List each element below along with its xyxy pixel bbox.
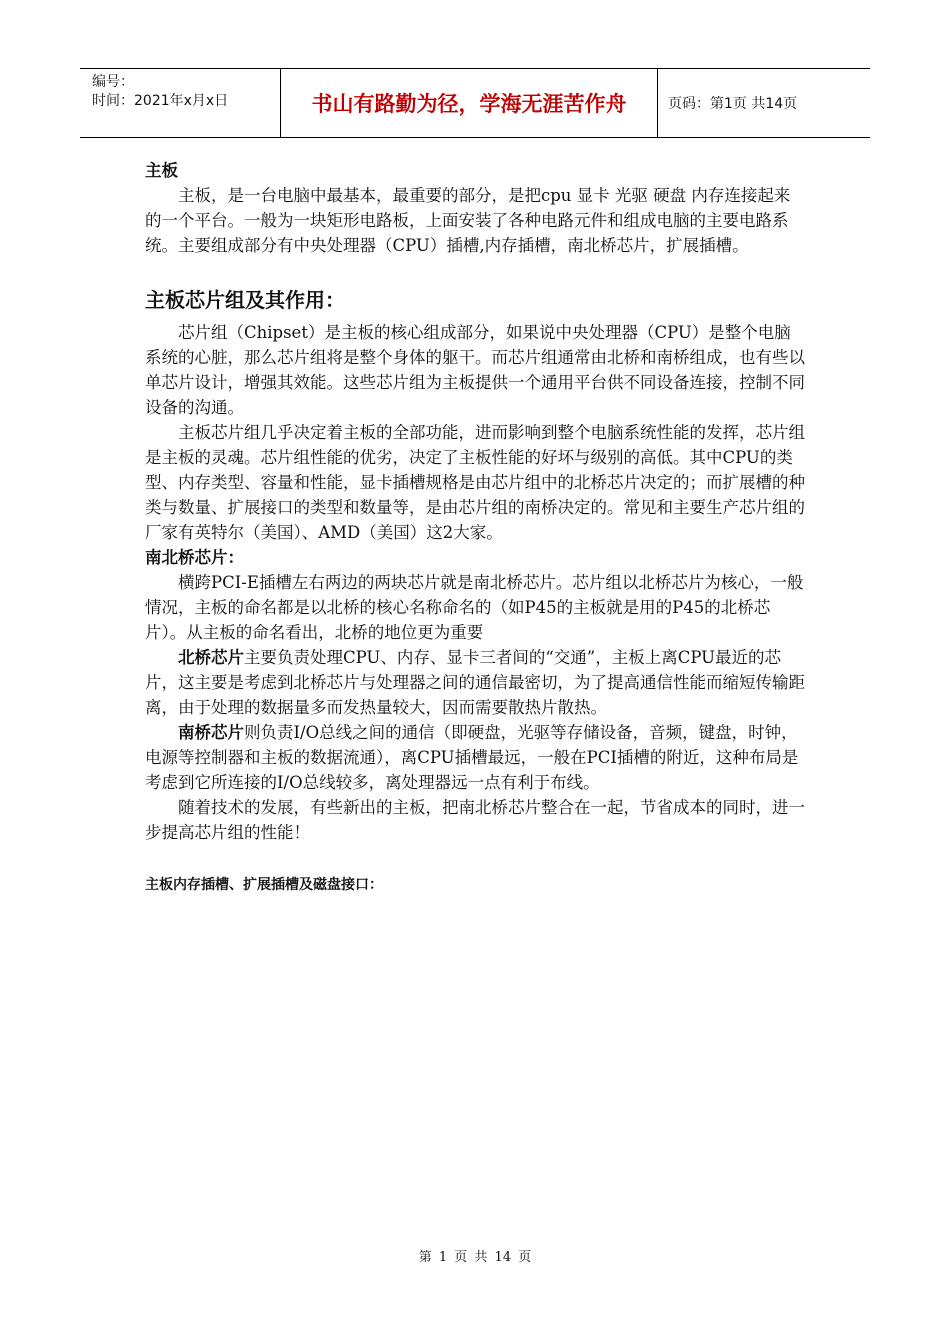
page-header bbox=[80, 68, 870, 138]
paragraph: 横跨PCI-E插槽左右两边的两块芯片就是南北桥芯片。芯片组以北桥芯片为核心，一般情况，主板的命名都是以北桥的核心名称命名的（如P45的主板就是用的P45的北桥芯片）。从主板的命名看出，北桥的地位更为重要 bbox=[145, 573, 804, 642]
paragraph-south-bridge bbox=[145, 720, 805, 795]
document-body bbox=[145, 158, 805, 895]
header-number: 编号： bbox=[92, 74, 134, 90]
south-bridge-text: 则负责I/O总线之间的通信（即硬盘，光驱等存储设备，音频，键盘，时钟，电源等控制器和主板的数据流通），离CPU插槽最远，一般在PCI插槽的附近，这种布局是考虑到它所连接的I/O总线较多，离处理器远一点有利于布线。 bbox=[145, 723, 799, 792]
section-title-mainboard: 主板 bbox=[145, 161, 178, 180]
paragraph: 芯片组（Chipset）是主板的核心组成部分，如果说中央处理器（CPU）是整个电脑系统的心脏，那么芯片组将是整个身体的躯干。而芯片组通常由北桥和南桥组成，也有些以单芯片设计，增强其效能。这些芯片组为主板提供一个通用平台供不同设备连接，控制不同设备的沟通。 bbox=[145, 323, 805, 417]
paragraph: 随着技术的发展，有些新出的主板，把南北桥芯片整合在一起，节省成本的同时，进一步提高芯片组的性能！ bbox=[145, 798, 805, 842]
header-meta bbox=[80, 69, 280, 137]
paragraph: 主板芯片组几乎决定着主板的全部功能，进而影响到整个电脑系统性能的发挥，芯片组是主板的灵魂。芯片组性能的优劣，决定了主板性能的好坏与级别的高低。其中CPU的类型、内存类型、容量和性能，显卡插槽规格是由芯片组中的北桥芯片决定的；而扩展槽的种类与数量、扩展接口的类型和数量等，是由芯片组的南桥决定的。常见和主要生产芯片组的厂家有英特尔（美国）、AMD（美国）这2大家。 bbox=[145, 423, 805, 542]
section-title-bridges: 南北桥芯片： bbox=[145, 548, 244, 567]
header-motto: 书山有路勤为径，学海无涯苦作舟 bbox=[280, 69, 658, 137]
north-bridge-text: 主要负责处理CPU、内存、显卡三者间的“交通”，主板上离CPU最近的芯片，这主要是考虑到北桥芯片与处理器之间的通信最密切，为了提高通信性能而缩短传输距离，由于处理的数据量多而发热量较大，因而需要散热片散热。 bbox=[145, 648, 805, 717]
header-page-info: 页码：第1页 共14页 bbox=[668, 96, 798, 112]
north-bridge-lead: 北桥芯片 bbox=[178, 648, 244, 667]
paragraph: 主板，是一台电脑中最基本，最重要的部分，是把cpu 显卡 光驱 硬盘 内存连接起来的一个平台。一般为一块矩形电路板，上面安装了各种电路元件和组成电脑的主要电路系统。主要组成部分有中央处理器（CPU）插槽,内存插槽，南北桥芯片，扩展插槽。 bbox=[145, 186, 791, 255]
paragraph-north-bridge bbox=[145, 645, 805, 720]
section-title-slots: 主板内存插槽、扩展插槽及磁盘接口： bbox=[145, 877, 383, 893]
south-bridge-lead: 南桥芯片 bbox=[178, 723, 244, 742]
header-time: 时间：2021年x月x日 bbox=[92, 93, 229, 109]
page-footer: 第 1 页 共 14 页 bbox=[418, 1250, 532, 1265]
section-title-chipset: 主板芯片组及其作用： bbox=[145, 288, 345, 312]
